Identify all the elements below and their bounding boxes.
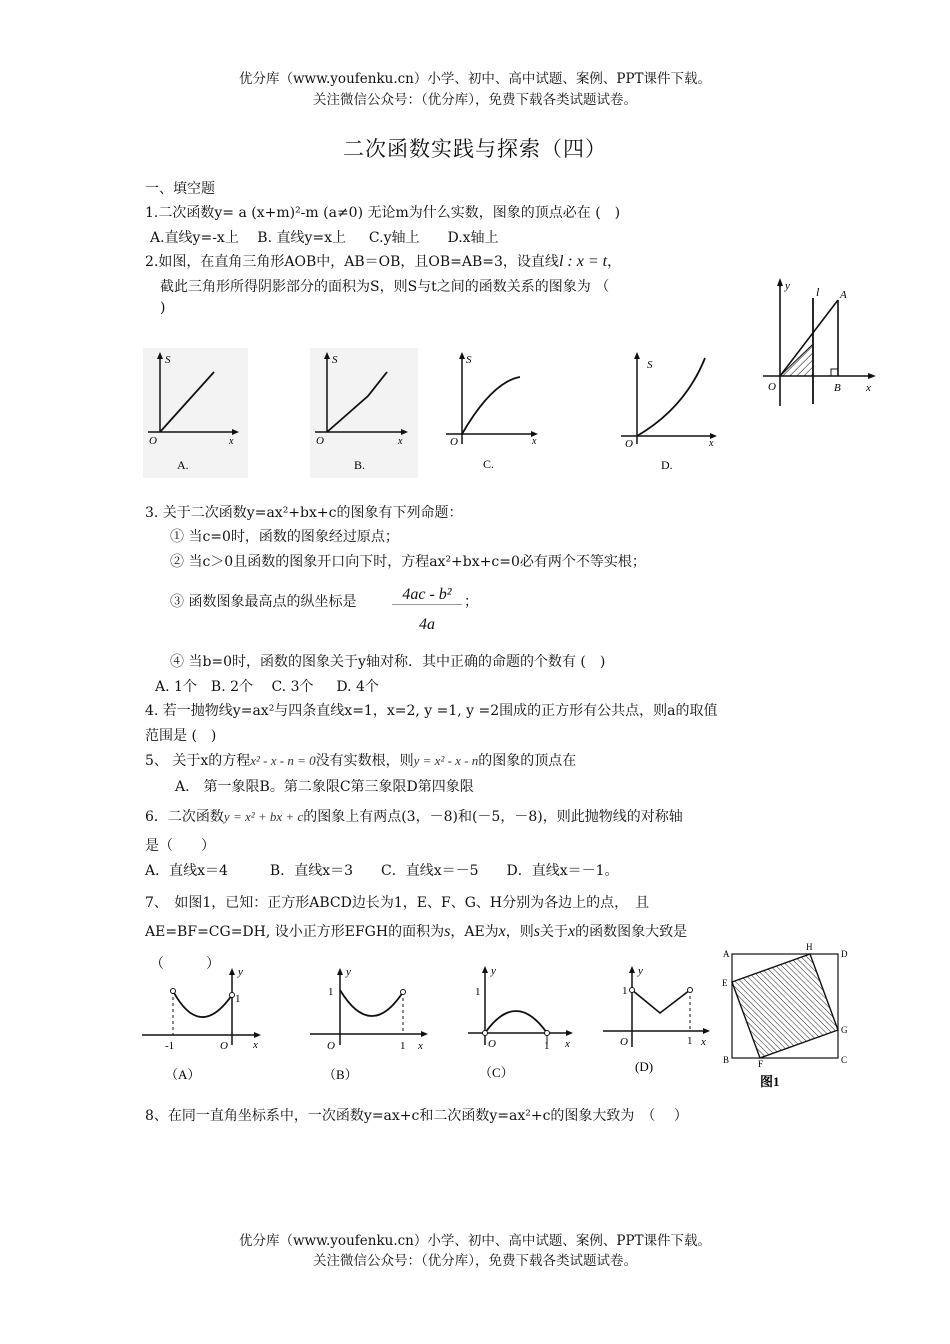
q7-square-figure [718,942,858,1092]
q7-var-x-1: x [498,923,506,940]
q7c-o-label: O [488,1038,496,1050]
q7-text-c: ，则 [505,924,534,940]
q7d-x-label: x [701,1036,706,1048]
q7a-x-label: x [253,1039,258,1051]
q7-square-a: A [723,949,730,959]
q3-fraction-numerator: 4ac - b² [392,586,462,605]
footer-line-1: 优分库（www.youfenku.cn）小学、初中、高中试题、案例、PPT课件下载。 [238,1233,712,1249]
q2b-x-label: x [398,436,403,447]
q7-text-b: ，AE为 [450,924,499,940]
q7-text-e: 的函数图象大致是 [575,924,688,940]
q7-var-x-2: x [568,923,576,940]
q2a-x-label: x [229,436,234,447]
header-line-2: 关注微信公众号：（优分库），免费下载各类试题试卷。 [313,92,637,108]
q2-fig-x-label: x [866,382,871,394]
q3-options: A. 1个 B. 2个 C. 3个 D. 4个 [155,679,379,695]
q4-line-2: 范围是 ( ) [145,728,217,744]
q6-text-a: 6．二次函数 [145,809,224,825]
q3-proposition-3-end: ； [464,594,478,610]
q7-var-s-2: s [533,923,541,940]
q7c-option-label: （C） [479,1065,514,1080]
q2-graph-c [440,348,548,478]
q7-square-c: C [841,1055,848,1065]
q2d-option-label: D. [661,458,673,472]
q7-square-d: D [841,949,848,959]
q7a-tick-neg1: -1 [165,1040,175,1052]
q2-fig-l-label: l [816,285,820,299]
q7b-option-label: （B） [323,1067,358,1082]
q7-graph-b [305,965,430,1090]
q7-graph-a [140,965,265,1090]
q6-text-b: 的图象上有两点(3，－8)和(－5，－8)，则此抛物线的对称轴 [303,809,683,825]
q7-text-d: 关于 [540,924,569,940]
q7a-option-label: （A） [165,1067,201,1082]
q2-fig-o-label: O [768,381,776,393]
q7-square-f: F [758,1059,764,1069]
q7d-option-label: (D) [635,1059,654,1074]
q7b-x-label: x [418,1040,423,1052]
q3-proposition-3: ③ 函数图象最高点的纵坐标是 [170,594,357,610]
q7-answer-paren: （ ） [150,956,220,972]
q3-proposition-2: ② 当c＞0且函数的图象开口向下时，方程ax²+bx+c=0必有两个不等实根； [170,554,646,570]
q2-stem-d: ) [160,300,166,316]
footer-line-2: 关注微信公众号：（优分库），免费下载各类试题试卷。 [313,1253,637,1269]
q7d-o-label: O [620,1036,628,1048]
q5-options: A． 第一象限B。第二象限C第三象限D第四象限 [175,779,474,795]
q6-line-2: 是（ ） [145,838,215,854]
q4-line-1: 4. 若一抛物线y=ax²与四条直线x=1，x=2, y =1, y =2围成的正方形有公共点，则a的取值 [145,703,718,719]
q2b-s-label: S [332,354,338,366]
q5-stem [145,750,576,770]
q1-stem: 1.二次函数y= a (x+m)²-m (a≠0) 无论m为什么实数，图象的顶点必在 ( ) [145,205,621,221]
q2d-o-label: O [625,438,633,450]
q2c-x-label: x [532,436,537,447]
q3-proposition-4: ④ 当b=0时，函数的图象关于y轴对称．其中正确的命题的个数有 ( ) [170,654,606,670]
q5-text-b: 没有实数根，则 [315,753,414,769]
q7-square-h: H [806,942,813,952]
q1-options: A.直线y=-x上 B. 直线y=x上 C.y轴上 D.x轴上 [150,230,499,246]
q7-line-2 [145,921,687,941]
section-heading: 一、填空题 [145,181,215,197]
q7c-y-label: y [491,965,496,977]
q7-graph-d [600,965,712,1090]
q2-stem-text: 2.如图，在直角三角形AOB中，AB＝OB，且OB=AB=3，设直线 [145,254,559,270]
q2c-option-label: C. [483,457,495,471]
q7-line-1: 7、 如图1，已知：正方形ABCD边长为1，E、F、G、H分别为各边上的点， 且 [145,895,650,911]
q7a-o-label: O [220,1040,228,1052]
q7a-tick-1: 1 [235,993,241,1005]
q7d-tick-y1: 1 [622,985,628,997]
q2-triangle-figure [760,278,880,413]
q2-graph-b [310,348,418,478]
q2c-s-label: S [466,354,472,366]
q7a-y-label: y [238,966,243,978]
q6-equation: y = x² + bx + c [223,809,304,824]
q2-fig-b-label: B [834,382,841,394]
q7-square-b: B [723,1055,730,1065]
q7b-tick-y1: 1 [328,986,334,998]
q2a-option-label: A. [177,458,189,472]
q7c-x-label: x [565,1038,570,1050]
q7d-tick-x1: 1 [687,1035,693,1047]
q2a-o-label: O [149,435,157,447]
page-title: 二次函数实践与探索（四） [343,137,607,161]
q2-graph-a [143,348,248,478]
q5-equation-2: y = x² - x - n [413,753,479,768]
q7-graph-c [465,965,580,1090]
q2b-option-label: B. [354,458,366,472]
q2d-x-label: x [709,438,714,449]
q7-square-caption: 图1 [760,1074,780,1089]
q2-line-expression: l : x = t [558,253,608,270]
q7-text-a: AE=BF=CG=DH, 设小正方形EFGH的面积为 [145,924,445,940]
q7b-y-label: y [346,966,351,978]
q2-stem-comma: ， [607,254,622,270]
q2-graph-d [615,348,723,478]
q6-stem [145,806,683,826]
q7d-y-label: y [638,965,643,977]
q2d-s-label: S [647,359,653,371]
q6-options: A．直线x＝4 B．直线x＝3 C．直线x＝－5 D．直线x＝－1。 [145,863,619,879]
q7b-tick-x1: 1 [400,1040,406,1052]
q7c-tick-x1: 1 [544,1040,550,1052]
q7-square-e: E [722,978,728,988]
q2-stem-c: 截此三角形所得阴影部分的面积为S，则S与t之间的函数关系的图象为 （ [160,279,610,295]
q5-equation-1: x² - x - n = 0 [250,753,316,768]
q2a-s-label: S [165,354,171,366]
q2-fig-a-label: A [840,289,847,301]
q2c-o-label: O [450,436,458,448]
q3-proposition-1: ① 当c=0时，函数的图象经过原点； [170,529,399,545]
q3-fraction-denominator: 4a [419,616,435,633]
q7b-o-label: O [327,1040,335,1052]
q7-square-g: G [841,1025,848,1035]
q3-stem: 3. 关于二次函数y=ax²+bx+c的图象有下列命题： [145,505,463,521]
q7c-tick-y1: 1 [475,986,481,998]
q2b-o-label: O [316,435,324,447]
q8-stem: 8、在同一直角坐标系中，一次函数y=ax+c和二次函数y=ax²+c的图象大致为 （ ） [145,1108,688,1124]
q5-text-a: 5、 关于x的方程 [145,753,251,769]
q2-fig-y-label: y [785,280,790,292]
q2-stem-a [145,251,621,271]
header-line-1: 优分库（www.youfenku.cn）小学、初中、高中试题、案例、PPT课件下载。 [238,71,712,87]
q7-var-s-1: s [444,923,451,940]
q5-text-c: 的图象的顶点在 [478,753,577,769]
